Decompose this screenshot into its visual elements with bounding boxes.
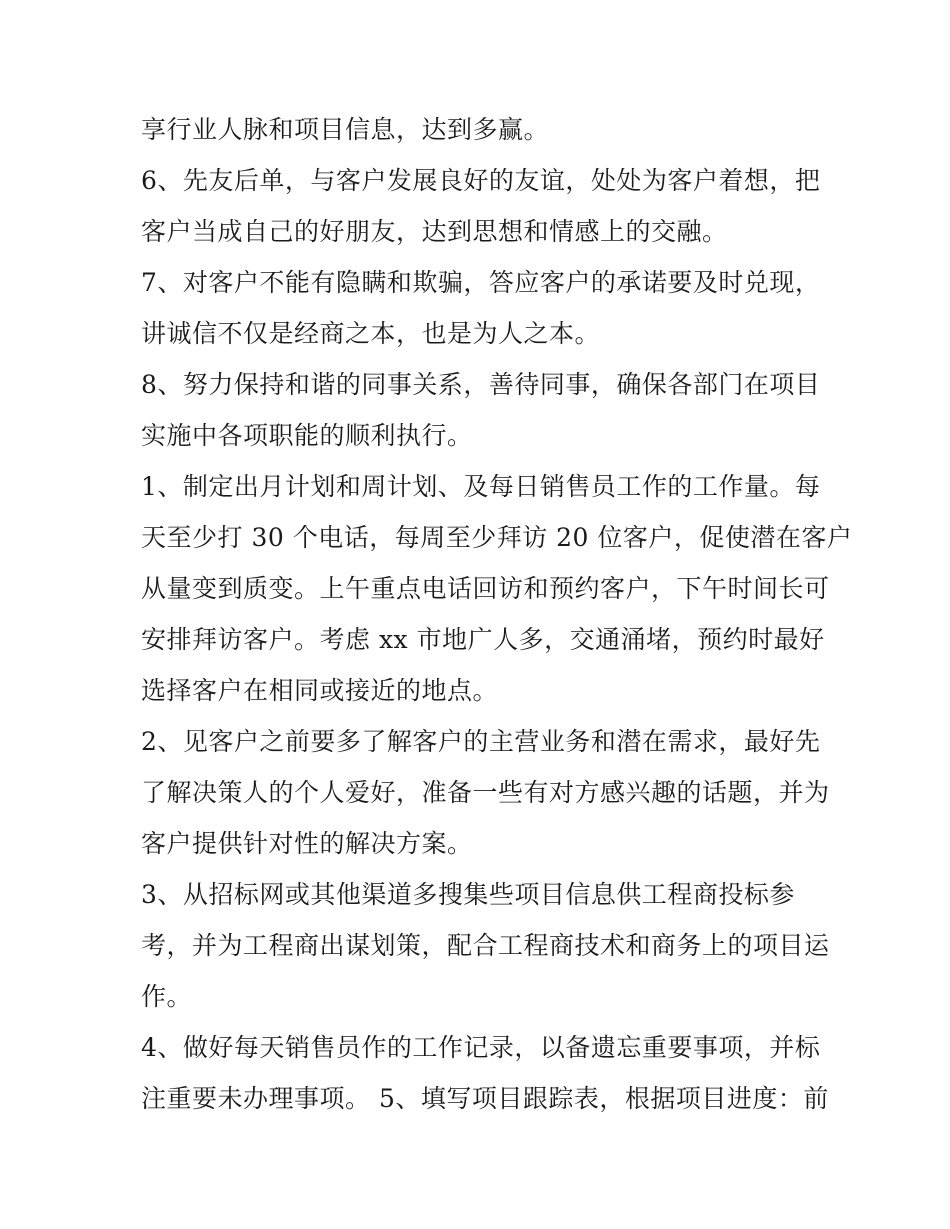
text-line: 实施中各项职能的顺利执行。 xyxy=(141,421,473,450)
text-line: 2、见客户之前要多了解客户的主营业务和潜在需求，最好先 xyxy=(141,727,821,756)
text-line: 8、努力保持和谐的同事关系，善待同事，确保各部门在项目 xyxy=(141,370,821,399)
text-line: 从量变到质变。上午重点电话回访和预约客户，下午时间长可 xyxy=(141,574,830,603)
text-line: 讲诚信不仅是经商之本，也是为人之本。 xyxy=(141,319,601,348)
text-line: 安排拜访客户。考虑 xx 市地广人多，交通涌堵，预约时最好 xyxy=(141,625,825,654)
text-line: 客户当成自己的好朋友，达到思想和情感上的交融。 xyxy=(141,217,728,246)
text-line: 享行业人脉和项目信息，达到多赢。 xyxy=(141,115,550,144)
text-line: 4、做好每天销售员作的工作记录，以备遗忘重要事项，并标 xyxy=(141,1033,821,1062)
text-line: 客户提供针对性的解决方案。 xyxy=(141,829,473,858)
text-line: 注重要未办理事项。 5、填写项目跟踪表，根据项目进度：前 xyxy=(141,1084,829,1113)
text-line: 7、对客户不能有隐瞒和欺骗，答应客户的承诺要及时兑现， xyxy=(141,268,821,297)
text-line: 1、制定出月计划和周计划、及每日销售员工作的工作量。每 xyxy=(141,472,821,501)
text-line: 考，并为工程商出谋划策，配合工程商技术和商务上的项目运 xyxy=(141,931,830,960)
text-line: 3、从招标网或其他渠道多搜集些项目信息供工程商投标参 xyxy=(141,880,795,909)
text-line: 了解决策人的个人爱好，准备一些有对方感兴趣的话题，并为 xyxy=(141,778,830,807)
text-line: 作。 xyxy=(141,982,193,1011)
text-line: 天至少打 30 个电话，每周至少拜访 20 位客户，促使潜在客户 xyxy=(141,523,853,552)
text-line: 选择客户在相同或接近的地点。 xyxy=(141,676,499,705)
text-line: 6、先友后单，与客户发展良好的友谊，处处为客户着想，把 xyxy=(141,166,821,195)
